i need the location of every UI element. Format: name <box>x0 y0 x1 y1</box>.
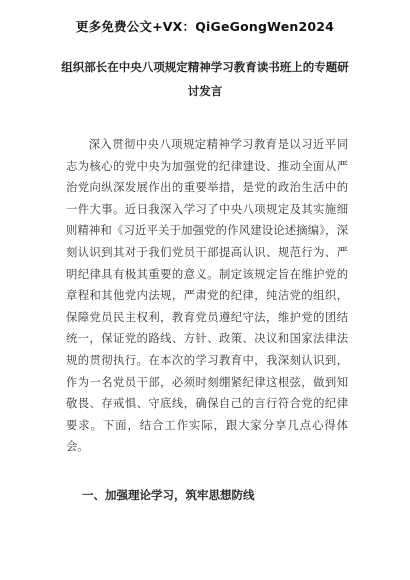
document-title: 组织部长在中央八项规定精神学习教育读书班上的专题研讨发言 <box>61 60 349 98</box>
watermark-header: 更多免费公文+VX：QiGeGongWen2024 <box>75 19 335 34</box>
section-heading: 一、加强理论学习，筑牢思想防线 <box>82 488 255 502</box>
body-paragraph: 深入贯彻中央八项规定精神学习教育是以习近平同志为核心的党中央为加强党的纪律建设、推动全面从严治党向纵深发展作出的重要举措，是党的政治生活中的一件大事。近日我深入学习了中央八项规定及其实施细则精神和《习近平关于加强党的作风建设论述摘编》，深刻认识到其对于我们党员干部提高认识、规范行为、严明纪律具有极其重要的意义。制定该规定旨在维护党的章程和其他党内法规，严肃党的纪律，纯洁党的组织，保障党员民主权利，教育党员遵纪守法，维护党的团结统一，保证党的路线、方针、政策、决议和国家法律法规的贯彻执行。在本次的学习教育中，我深刻认识到，作为一名党员干部，必须时刻绷紧纪律这根弦，做到知敬畏、存戒惧、守底线，确保自己的言行符合党的纪律要求。下面，结合工作实际，跟大家分享几点心得体会。 <box>66 138 348 454</box>
